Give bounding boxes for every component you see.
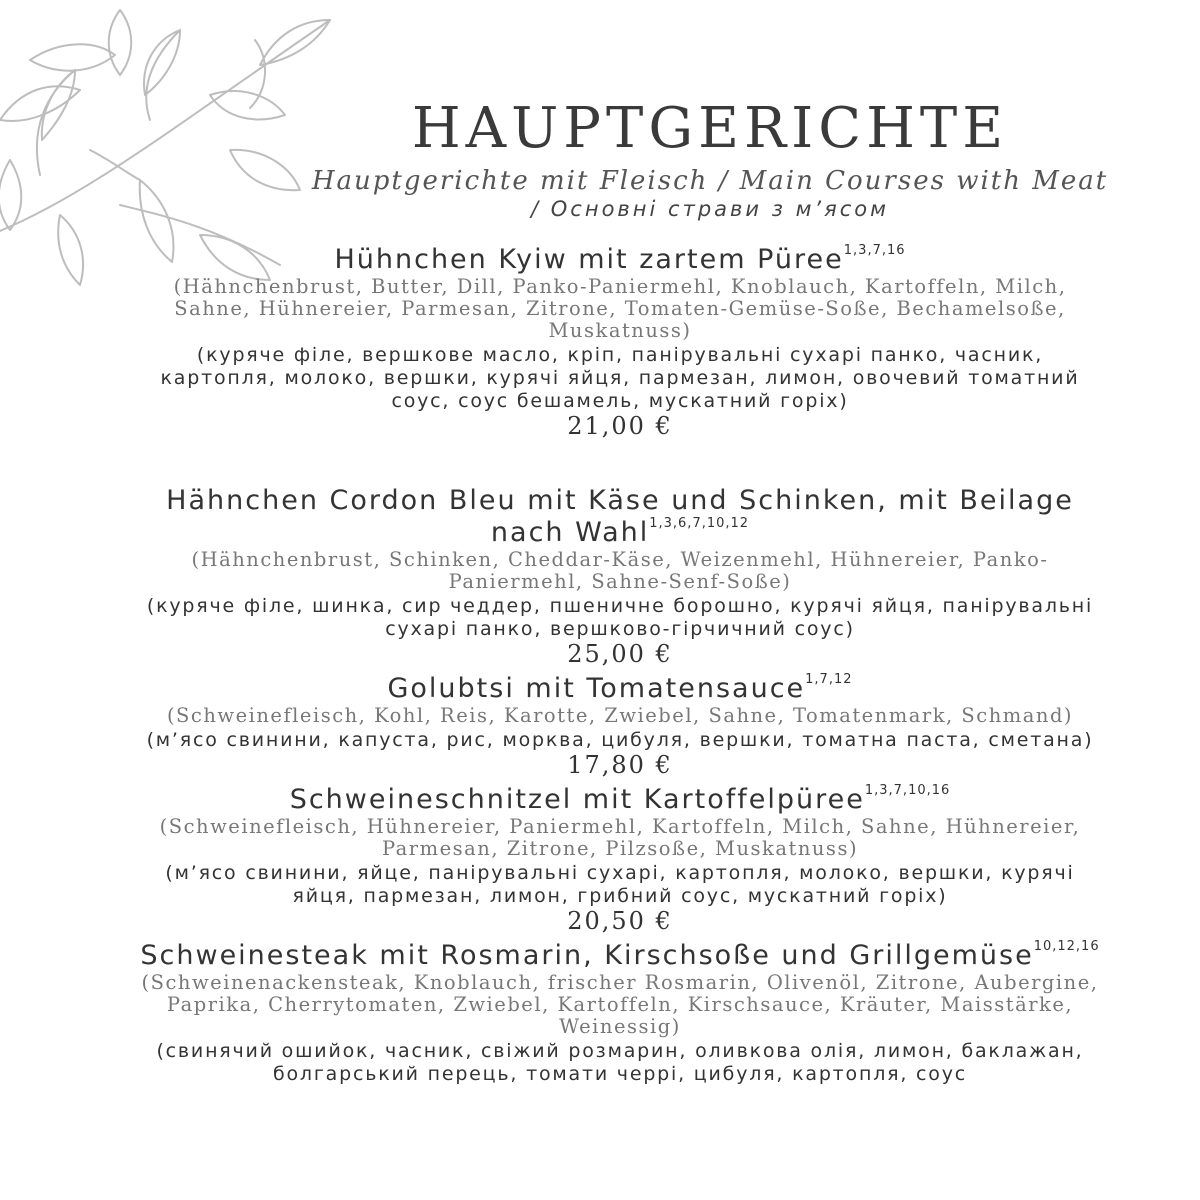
- section-subtitle-uk: / Основні страви з м’ясом: [531, 197, 889, 221]
- ingredients-uk: (куряче філе, вершкове масло, кріп, панірувальні сухарі панко, часник, картопля, молоко, вершки, курячі яйця, пармезан, лимон, овочевий томатний соус, соус бешамель, мускатний горіх): [160, 344, 1080, 412]
- ingredients-uk: (свинячий ошийок, часник, свіжий розмарин, оливкова олія, лимон, баклажан, болгарський перець, томати черрі, цибуля, картопля, соус: [156, 1040, 1084, 1085]
- dish-name: Schweinesteak mit Rosmarin, Kirschsoße und Grillgemüse$^{10,12,16}$: [140, 939, 1100, 971]
- ingredients-de: (Hähnchenbrust, Schinken, Cheddar-Käse, Weizenmehl, Hühnereier, Panko-Paniermehl, Sahne-Senf-Soße): [191, 548, 1049, 593]
- dish-item: [140, 485, 1100, 667]
- ingredients-de: (Hähnchenbrust, Butter, Dill, Panko-Paniermehl, Knoblauch, Kartoffeln, Milch, Sahne, Hühnereier, Parmesan, Zitrone, Tomaten-Gemüse-Soße, Bechamelsoße, Muskatnuss): [173, 275, 1067, 342]
- menu-header: [300, 96, 1120, 222]
- section-subtitle: Hauptgerichte mit Fleisch / Main Courses with Meat: [311, 166, 1109, 196]
- dish-price: 25,00 €: [567, 640, 673, 668]
- dish-name: Hähnchen Cordon Bleu mit Käse und Schinken, mit Beilage nach Wahl$^{1,3,6,7,10,12}$: [166, 485, 1074, 548]
- dish-price: 20,50 €: [567, 907, 673, 935]
- ingredients-de: (Schweinenackensteak, Knoblauch, frischer Rosmarin, Olivenöl, Zitrone, Aubergine, Paprika, Cherrytomaten, Zwiebel, Kartoffeln, Kirschsauce, Kräuter, Maisstärke, Weinessig): [141, 971, 1099, 1038]
- allergen-codes: 10,12,16: [1033, 939, 1100, 954]
- ingredients-uk: (м’ясо свинини, яйце, панірувальні сухарі, картопля, молоко, вершки, курячі яйця, пармезан, лимон, грибний соус, мускатний горіх): [165, 862, 1075, 907]
- dish-item: [140, 784, 1100, 934]
- dish-name: Hühnchen Kyiw mit zartem Püree$^{1,3,7,16}$: [334, 243, 906, 275]
- allergen-codes: 1,3,7,16: [843, 243, 906, 258]
- allergen-codes: 1,3,6,7,10,12: [649, 516, 750, 531]
- dish-name: Golubtsi mit Tomatensauce$^{1,7,12}$: [387, 672, 853, 704]
- ingredients-uk: (м’ясо свинини, капуста, рис, морква, цибуля, вершки, томатна паста, сметана): [146, 729, 1094, 751]
- dish-item: [140, 940, 1100, 1086]
- dish-price: 21,00 €: [567, 412, 673, 440]
- dish-list: [140, 244, 1100, 1086]
- dish-name: Schweineschnitzel mit Kartoffelpüree$^{1,3,7,10,16}$: [289, 783, 951, 815]
- ingredients-de: (Schweinefleisch, Hühnereier, Paniermehl, Kartoffeln, Milch, Sahne, Hühnereier, Parmesan, Zitrone, Pilzsoße, Muskatnuss): [159, 815, 1081, 860]
- page-title: HAUPTGERICHTE: [411, 96, 1009, 161]
- ingredients-de: (Schweinefleisch, Kohl, Reis, Karotte, Zwiebel, Sahne, Tomatenmark, Schmand): [166, 704, 1074, 727]
- dish-price: 17,80 €: [567, 751, 673, 779]
- allergen-codes: 1,3,7,10,16: [864, 783, 951, 798]
- dish-item: [140, 673, 1100, 778]
- allergen-codes: 1,7,12: [805, 672, 853, 687]
- ingredients-uk: (куряче філе, шинка, сир чеддер, пшеничне борошно, курячі яйця, панірувальні сухарі панко, вершково-гірчичний соус): [146, 595, 1094, 640]
- dish-item: [140, 244, 1100, 439]
